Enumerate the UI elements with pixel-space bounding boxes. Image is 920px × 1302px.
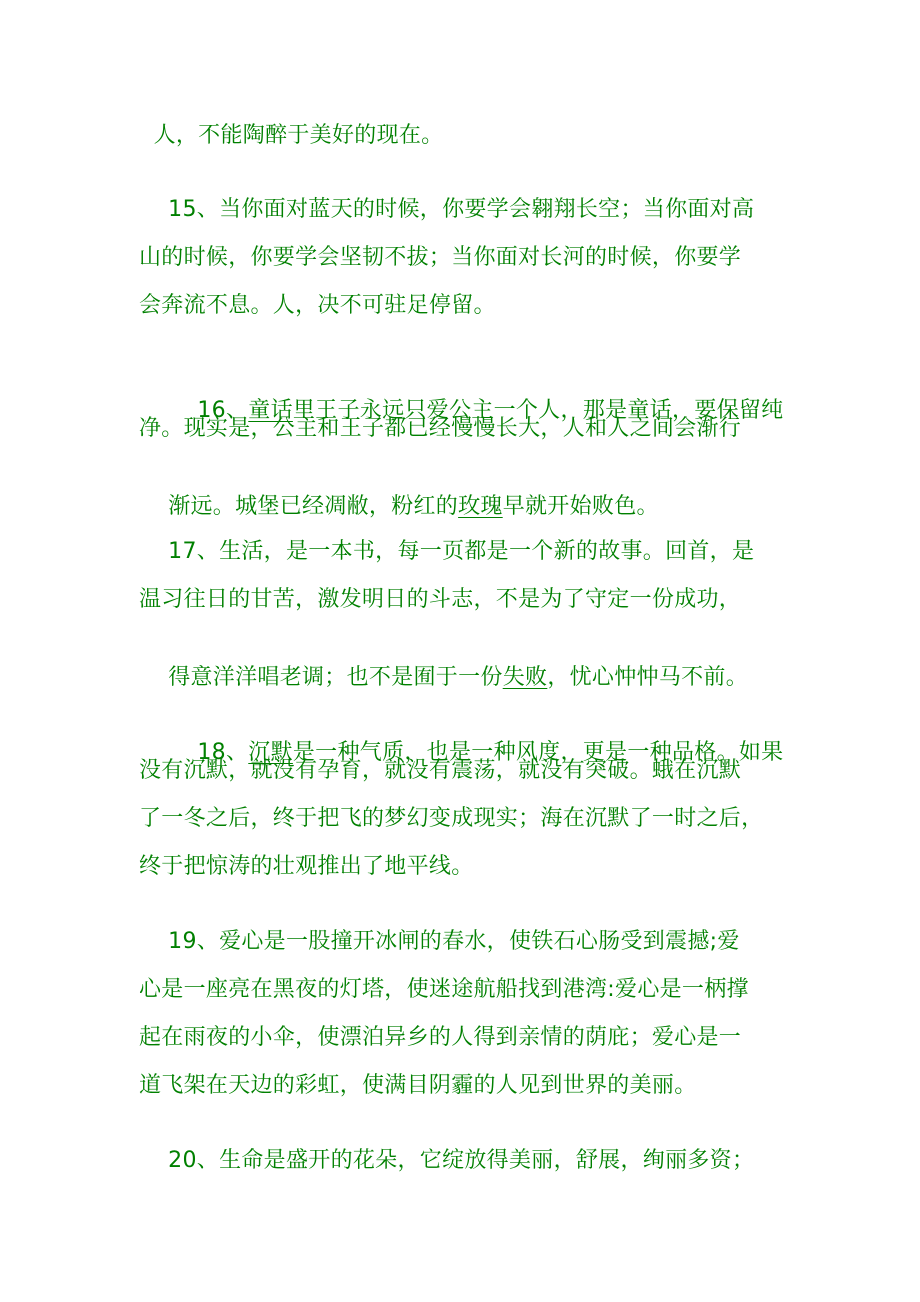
paragraph-20-line-1: 20、生命是盛开的花朵，它绽放得美丽，舒展，绚丽多资； xyxy=(139,1148,755,1173)
paragraph-14-line-1: 人，不能陶醉于美好的现在。 xyxy=(139,123,444,148)
link-fairy-tale[interactable]: 童话 xyxy=(248,398,293,423)
link-silence[interactable]: 沉默 xyxy=(248,740,293,765)
paragraph-16-line-1-post: 里王子永远只爱公主一个人，那是童话，要保留纯 xyxy=(292,398,784,423)
paragraph-15-line-2: 山的时候，你要学会坚韧不拔；当你面对长河的时候，你要学 xyxy=(139,245,742,270)
link-rose[interactable]: 玫瑰 xyxy=(458,494,503,519)
paragraph-18-line-4: 终于把惊涛的壮观推出了地平线。 xyxy=(139,854,474,879)
paragraph-16-line-3-pre: 渐远。城堡已经凋敝，粉红的 xyxy=(168,494,459,519)
paragraph-17-line-3-pre: 得意洋洋唱老调；也不是囿于一份 xyxy=(168,665,503,690)
paragraph-16-line-1-pre: 16、 xyxy=(168,398,249,423)
paragraph-18-line-3: 了一冬之后，终于把飞的梦幻变成现实；海在沉默了一时之后， xyxy=(139,806,764,831)
paragraph-18-line-1-pre: 18、 xyxy=(168,740,249,765)
paragraph-17-line-3-post: ，忧心忡忡马不前。 xyxy=(547,665,749,690)
paragraph-19-line-3: 起在雨夜的小伞，使漂泊异乡的人得到亲情的荫庇；爱心是一 xyxy=(139,1025,742,1050)
paragraph-19-line-4: 道飞架在天边的彩虹，使满目阴霾的人见到世界的美丽。 xyxy=(139,1073,697,1098)
paragraph-16-line-3-post: 早就开始败色。 xyxy=(502,494,659,519)
paragraph-15-line-3: 会奔流不息。人，决不可驻足停留。 xyxy=(139,293,496,318)
paragraph-17-line-2: 温习往日的甘苦，激发明日的斗志，不是为了守定一份成功， xyxy=(139,587,742,612)
paragraph-19-line-2: 心是一座亮在黑夜的灯塔，使迷途航船找到港湾:爱心是一柄撑 xyxy=(139,977,749,1002)
paragraph-19-line-1: 19、爱心是一股撞开冰闸的春水，使铁石心肠受到震撼;爱 xyxy=(139,929,740,954)
paragraph-18-line-1-post: 是一种气质，也是一种风度，更是一种品格。如果 xyxy=(292,740,784,765)
paragraph-17-line-1: 17、生活，是一本书，每一页都是一个新的故事。回首，是 xyxy=(139,539,755,564)
paragraph-16-line-2: 净。现实是，公主和王子都已经慢慢长大，人和人之间会渐行 xyxy=(139,416,742,441)
paragraph-18-line-2: 没有沉默，就没有孕育，就没有震荡，就没有突破。蛾在沉默 xyxy=(139,758,742,783)
link-failure[interactable]: 失败 xyxy=(502,665,548,690)
paragraph-15-line-1: 15、当你面对蓝天的时候，你要学会翱翔长空；当你面对高 xyxy=(139,197,755,222)
